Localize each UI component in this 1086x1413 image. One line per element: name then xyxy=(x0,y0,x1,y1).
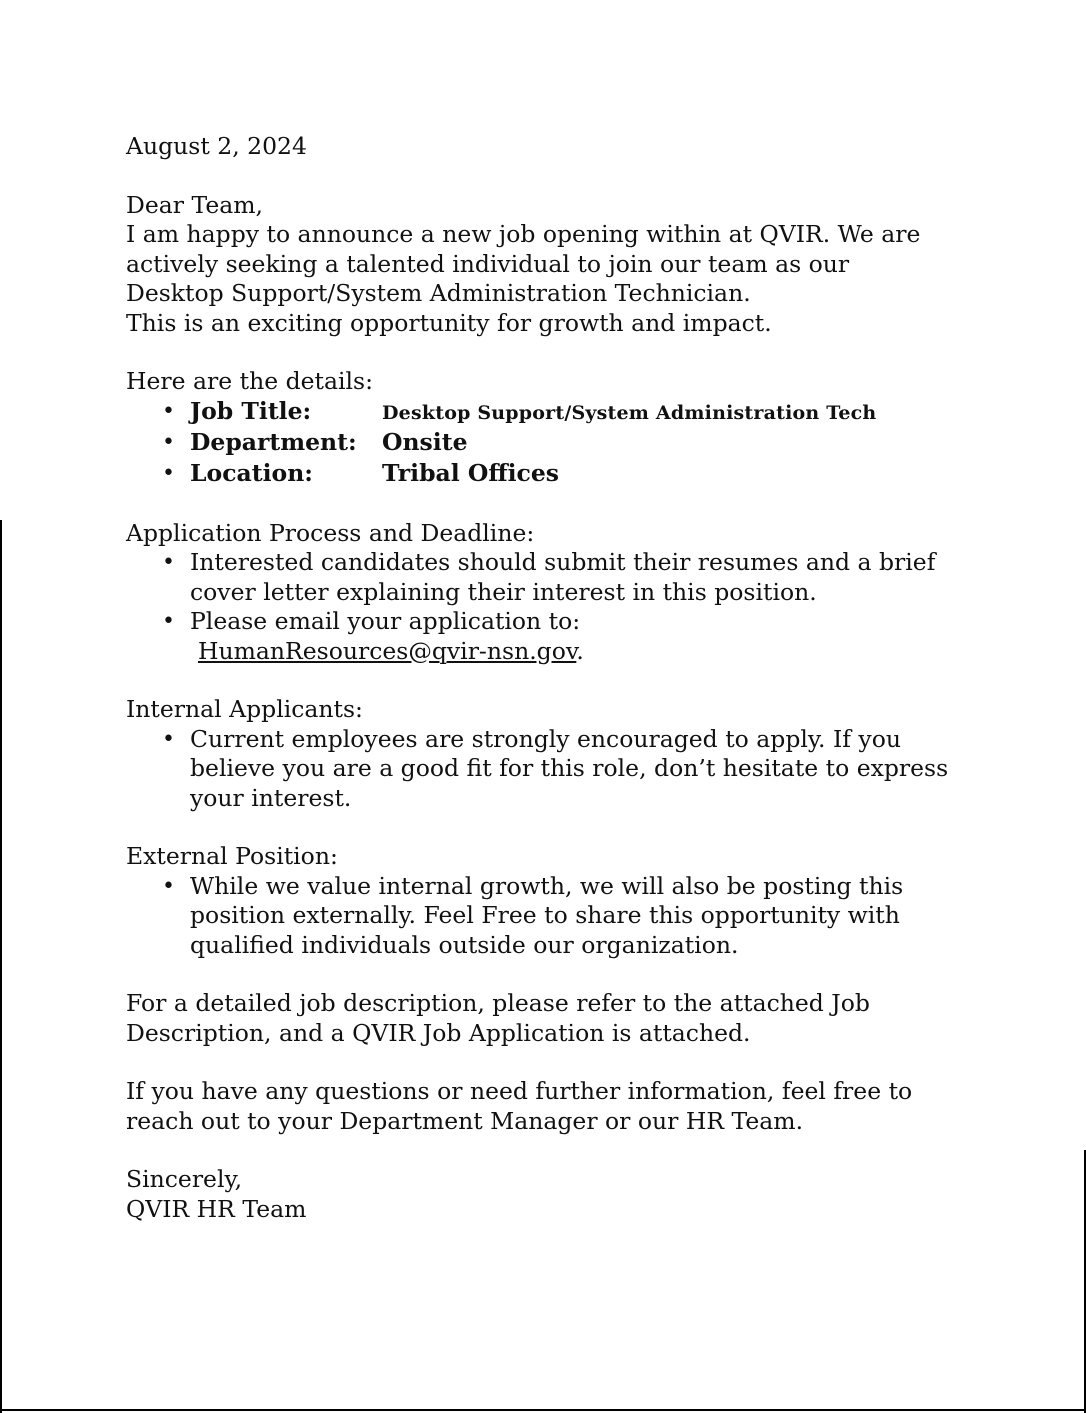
detail-value: Tribal Offices xyxy=(382,458,560,487)
detail-value: Desktop Support/System Administration Tech xyxy=(382,401,877,424)
bullet-line: • Interested candidates should submit their resumes and a brief xyxy=(190,548,936,576)
bullet-line: believe you are a good fit for this role, don’t hesitate to express xyxy=(190,754,949,782)
intro-line: Desktop Support/System Administration Technician. xyxy=(126,279,751,307)
email-line xyxy=(190,637,1006,667)
salutation: Dear Team, xyxy=(126,190,263,219)
list-item xyxy=(162,548,1006,607)
bullet-line: • Please email your application to: xyxy=(190,607,581,635)
application-heading: Application Process and Deadline: xyxy=(126,518,535,547)
description-line: For a detailed job description, please refer to the attached Job xyxy=(126,989,870,1017)
detail-label: • Job Title: xyxy=(190,396,312,425)
description-line: Description, and a QVIR Job Application is attached. xyxy=(126,1018,751,1047)
detail-job-title xyxy=(162,397,1006,428)
bullet-line: qualified individuals outside our organization. xyxy=(190,930,739,959)
bullet-line: • While we value internal growth, we will also be posting this xyxy=(190,871,904,900)
detail-location xyxy=(162,459,1006,490)
detail-value: Onsite xyxy=(382,427,468,456)
intro-line: actively seeking a talented individual to join our team as our xyxy=(126,249,850,278)
detail-department xyxy=(162,428,1006,459)
bullet-line: cover letter explaining their interest in this position. xyxy=(190,577,817,606)
list-item xyxy=(162,607,1006,666)
application-list xyxy=(126,548,1006,666)
email-link[interactable]: HumanResources@qvir-nsn.gov xyxy=(198,636,577,665)
list-item xyxy=(162,725,1006,814)
scan-edge-bottom xyxy=(0,1409,1086,1411)
intro-line: This is an exciting opportunity for growth and impact. xyxy=(126,308,772,337)
details-heading: Here are the details: xyxy=(126,367,374,395)
closing: Sincerely, xyxy=(126,1165,243,1193)
questions-line: If you have any questions or need further information, feel free to xyxy=(126,1077,913,1105)
details-list xyxy=(126,397,1006,490)
letter-body xyxy=(126,132,1006,1224)
detail-label: • Location: xyxy=(190,458,313,487)
email-suffix: . xyxy=(576,636,584,665)
external-heading: External Position: xyxy=(126,842,338,870)
bullet-line: your interest. xyxy=(190,783,352,812)
bullet-line: • Current employees are strongly encouraged to apply. If you xyxy=(190,724,901,753)
signature: QVIR HR Team xyxy=(126,1194,307,1223)
list-item xyxy=(162,872,1006,961)
letter-date: August 2, 2024 xyxy=(126,132,307,160)
internal-heading: Internal Applicants: xyxy=(126,695,363,723)
internal-list xyxy=(126,725,1006,814)
detail-label: • Department: xyxy=(190,427,357,456)
external-list xyxy=(126,872,1006,961)
scan-edge-left xyxy=(0,520,2,1413)
questions-line: reach out to your Department Manager or our HR Team. xyxy=(126,1106,804,1135)
intro-line: I am happy to announce a new job opening within at QVIR. We are xyxy=(126,220,921,248)
bullet-line: position externally. Feel Free to share this opportunity with xyxy=(190,901,900,929)
